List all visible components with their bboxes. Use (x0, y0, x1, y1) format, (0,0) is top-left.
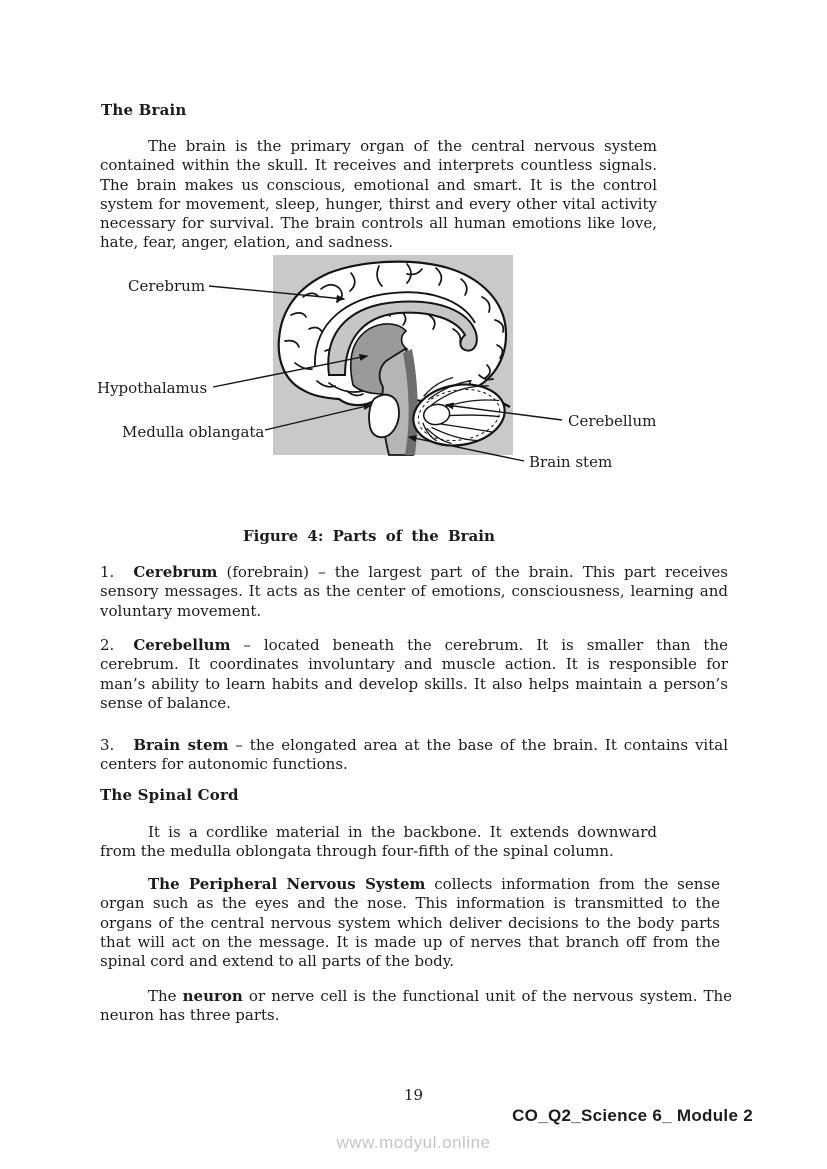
label-cerebellum: Cerebellum (568, 412, 657, 430)
peripheral-bold-lead: The Peripheral Nervous System (148, 875, 426, 893)
item-term: Cerebellum (133, 636, 231, 654)
item-description: – located beneath the cerebrum. It is smaller than the cerebrum. It coordinates involuntary and muscle action. It is responsible for man’s ability to learn habits and develop skills. It also helps maintain a person’s sense of balance. (100, 636, 728, 712)
neuron-bold: neuron (182, 987, 243, 1005)
heading-the-brain: The Brain (101, 101, 187, 119)
paragraph-neuron (100, 987, 732, 1026)
footer-module-label: CO_Q2_Science 6_ Module 2 (512, 1106, 753, 1125)
figure-caption: Figure 4: Parts of the Brain (243, 527, 495, 545)
list-item-cerebrum (100, 563, 728, 621)
item-term: Brain stem (133, 736, 229, 754)
watermark: www.modyul.online (336, 1133, 491, 1152)
neuron-pre: The (148, 987, 183, 1005)
neuron-rest: or nerve cell is the functional unit of the nervous system. The neuron has three parts. (100, 987, 732, 1025)
item-description: (forebrain) – the largest part of the brain. This part receives sensory messages. It acts as the center of emotions, consciousness, learning and voluntary movement. (100, 563, 728, 620)
peripheral-rest: collects information from the sense organ such as the eyes and the nose. This information is transmitted to the organs of the central nervous system which deliver decisions to the body parts that will act on the message. It is made up of nerves that branch off from the spinal cord and extend to all parts of the body. (100, 875, 720, 971)
list-item-cerebellum (100, 636, 728, 713)
label-hypothalamus: Hypothalamus (97, 379, 208, 397)
label-cerebrum: Cerebrum (128, 277, 206, 295)
paragraph-brain-intro: The brain is the primary organ of the central nervous system contained within the skull. It receives and interprets countless signals. The brain makes us conscious, emotional and smart. It is the control system for movement, sleep, hunger, thirst and every other vital activity necessary for survival. The brain controls all human emotions like love, hate, fear, anger, elation, and sadness. (100, 137, 657, 252)
item-description: – the elongated area at the base of the brain. It contains vital centers for autonomic functions. (100, 736, 728, 774)
figure-brain (0, 250, 827, 478)
heading-spinal-cord: The Spinal Cord (100, 786, 239, 804)
page-number: 19 (403, 1086, 424, 1104)
label-brain-stem: Brain stem (529, 453, 613, 471)
paragraph-spinal-cord: It is a cordlike material in the backbone. It extends downward from the medulla oblongata through four-fifth of the spinal column. (100, 823, 657, 861)
label-medulla-oblangata: Medulla oblangata (122, 423, 265, 441)
brain-diagram (0, 250, 827, 478)
item-number: 3. (100, 736, 115, 754)
item-number: 2. (100, 636, 115, 654)
paragraph-peripheral-nervous-system (100, 875, 720, 971)
item-number: 1. (100, 563, 115, 581)
item-term: Cerebrum (133, 563, 218, 581)
list-item-brain-stem (100, 736, 728, 775)
